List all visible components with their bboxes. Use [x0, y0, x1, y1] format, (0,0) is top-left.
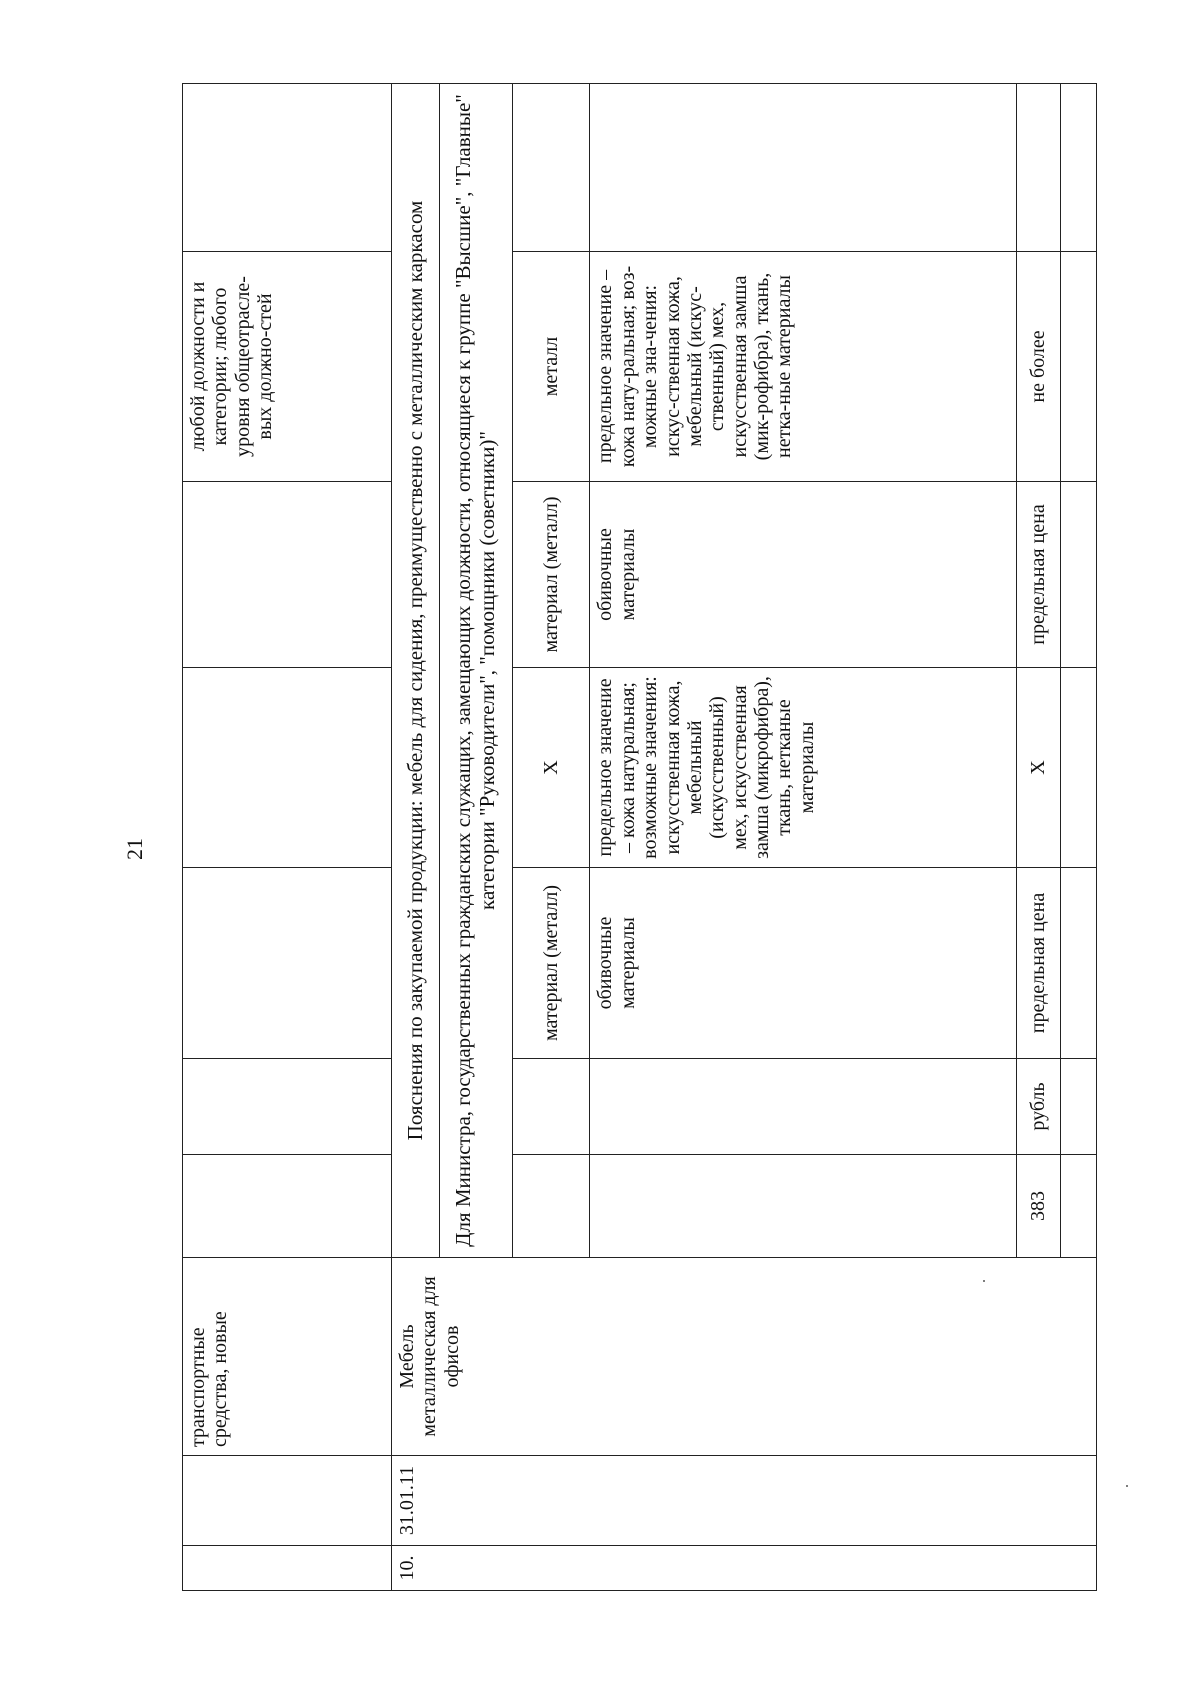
cell-unit	[590, 1059, 1016, 1155]
requirements-table	[182, 84, 1097, 1591]
scan-speck	[983, 1280, 985, 1282]
cell-product-name: транспортные средства, новые	[183, 1258, 392, 1456]
cell-material-value-2: металл	[513, 252, 590, 482]
cell-upholstery-char-2: обивочные материалы	[590, 482, 1016, 668]
page-number: 21	[122, 838, 147, 860]
cell-value-2	[1061, 252, 1097, 482]
cell-position-note: любой должности и категории; любого уровня общеотрасле-вых должно-стей	[183, 252, 392, 482]
cell-value	[1061, 668, 1097, 868]
cell-upholstery-value: предельное значение – кожа натуральная; возможные значения: искусственная кожа, мебельный (искусственный) мех, искусственная замша (микрофибра), ткань, нетканые материалы	[590, 668, 1016, 868]
cell-value-extra	[1016, 84, 1061, 252]
cell-value-extra	[1061, 84, 1097, 252]
cell-material-char: материал (металл)	[513, 868, 590, 1059]
cell-product-name: Мебель металлическая для офисов	[391, 1258, 1096, 1456]
cell-price-char: предельная цена	[1016, 868, 1061, 1059]
group-row: Для Министра, государственных гражданских служащих, замещающих должности, относящиеся к группе "Высшие", "Главные" категории "Руководители", "помощники (советники)"	[439, 84, 512, 1258]
cell-characteristic	[1061, 868, 1097, 1059]
cell-price-value-2: не более	[1016, 252, 1061, 482]
cell-okei-code	[590, 1155, 1016, 1258]
cell-material-value: X	[513, 668, 590, 868]
cell-value-extra	[513, 84, 590, 252]
cell-characteristic-2	[1061, 482, 1097, 668]
cell-unit: рубль	[1016, 1059, 1061, 1155]
cell-material-char-2: материал (металл)	[513, 482, 590, 668]
cell-value	[183, 668, 392, 868]
cell-value-extra	[183, 84, 392, 252]
table-row	[183, 84, 392, 1591]
note-row: Пояснения по закупаемой продукции: мебель для сидения, преимущественно с металлическим каркасом	[391, 84, 439, 1258]
cell-okei-code	[1061, 1155, 1097, 1258]
cell-okei-code	[183, 1155, 392, 1258]
cell-code	[183, 1456, 392, 1546]
cell-code: 31.01.11	[391, 1456, 1096, 1546]
cell-upholstery-char: обивочные материалы	[590, 868, 1016, 1059]
cell-upholstery-value-2: предельное значение – кожа нату-ральная; воз-можные зна-чения: искус-ственная кожа, мебельный (искус-ственный) мех, искусственная замша (мик-рофибра), ткань, нетка-ные материалы	[590, 252, 1016, 482]
cell-characteristic	[183, 868, 392, 1059]
cell-unit	[183, 1059, 392, 1155]
cell-unit	[513, 1059, 590, 1155]
cell-unit	[1061, 1059, 1097, 1155]
cell-characteristic-2	[183, 482, 392, 668]
cell-price-value: X	[1016, 668, 1061, 868]
cell-price-char-2: предельная цена	[1016, 482, 1061, 668]
cell-value-extra	[590, 84, 1016, 252]
cell-okei-code	[513, 1155, 590, 1258]
cell-num	[183, 1546, 392, 1591]
table-row	[391, 84, 439, 1591]
scan-speck	[1126, 1485, 1128, 1487]
cell-okei-code: 383	[1016, 1155, 1061, 1258]
cell-num: 10.	[391, 1546, 1096, 1591]
